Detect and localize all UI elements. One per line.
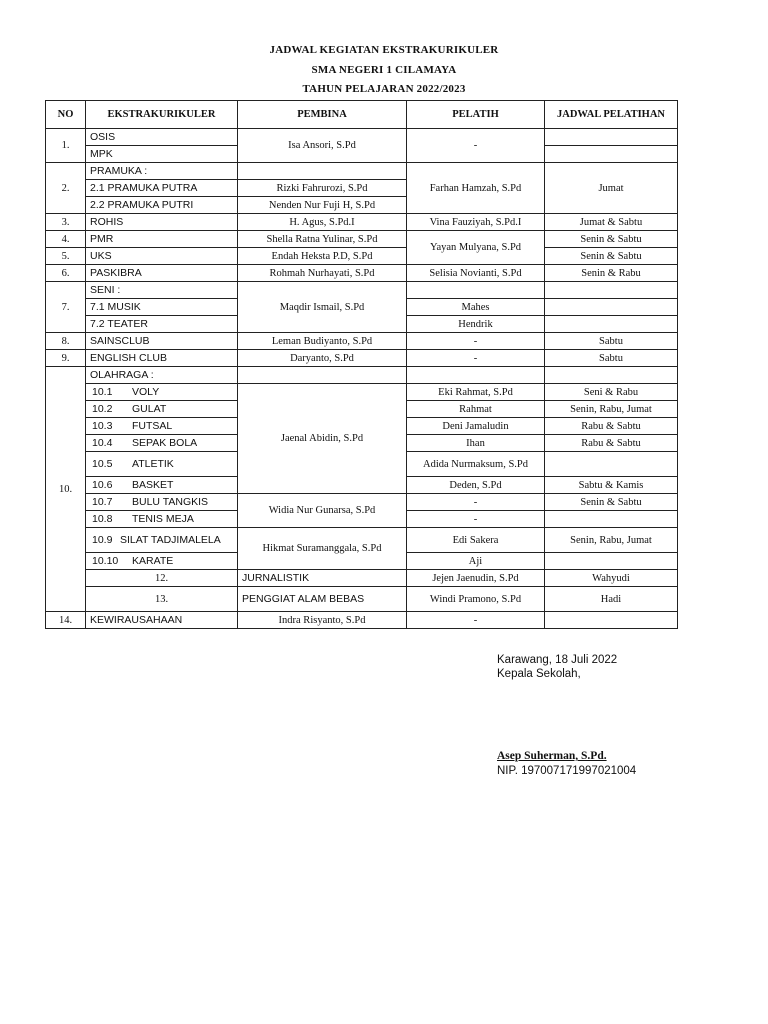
- pelatih-cell: -: [407, 612, 545, 629]
- sub-name: BULU TANGKIS: [132, 496, 209, 508]
- table-row: [46, 231, 678, 248]
- sub-number: 10.1: [92, 386, 113, 398]
- table-row: [46, 612, 678, 629]
- row-no: 8.: [46, 333, 86, 350]
- table-row: [46, 163, 678, 180]
- school-name: SMA NEGERI 1 CILAMAYA: [311, 64, 457, 76]
- jadwal-cell: [545, 452, 678, 477]
- schedule-table: [45, 100, 678, 629]
- pembina-cell: [238, 367, 407, 384]
- sub-number: 10.3: [92, 420, 113, 432]
- jadwal-cell: [545, 553, 678, 570]
- table-row: [46, 129, 678, 146]
- row-no: 6.: [46, 265, 86, 282]
- ekskul-name: MPK: [86, 146, 238, 163]
- pelatih-cell: -: [407, 129, 545, 163]
- pelatih-cell: [407, 367, 545, 384]
- signature-role: Kepala Sekolah,: [497, 668, 581, 680]
- col-ekskul: EKSTRAKURIKULER: [86, 101, 238, 129]
- sub-number: 10.9: [92, 533, 113, 546]
- signature-nip: NIP. 197007171997021004: [497, 765, 637, 777]
- pelatih-cell: Rahmat: [407, 401, 545, 418]
- table-row: [46, 528, 678, 553]
- ekskul-name: [86, 511, 238, 528]
- pelatih-cell: Hendrik: [407, 316, 545, 333]
- ekskul-name: PENGGIAT ALAM BEBAS: [238, 587, 407, 612]
- jadwal-cell: [545, 367, 678, 384]
- col-no: NO: [46, 101, 86, 129]
- ekskul-name: [86, 435, 238, 452]
- ekskul-name: [86, 401, 238, 418]
- table-row: [46, 248, 678, 265]
- sub-name: FUTSAL: [132, 420, 173, 432]
- pelatih-cell: Wahyudi: [545, 570, 678, 587]
- jadwal-cell: [545, 316, 678, 333]
- sub-number: 10.6: [92, 479, 113, 491]
- ekskul-name: [86, 418, 238, 435]
- sub-number: 10.8: [92, 513, 113, 525]
- sub-name: TENIS MEJA: [132, 513, 194, 525]
- sub-number: 10.4: [92, 437, 113, 449]
- jadwal-cell: Senin, Rabu, Jumat: [545, 528, 678, 553]
- pelatih-cell: Eki Rahmat, S.Pd: [407, 384, 545, 401]
- table-row: [46, 384, 678, 401]
- ekskul-name: PASKIBRA: [86, 265, 238, 282]
- table-row: [46, 214, 678, 231]
- pembina-cell: Jaenal Abidin, S.Pd: [238, 384, 407, 494]
- pelatih-cell: Hadi: [545, 587, 678, 612]
- jadwal-cell: Senin & Sabtu: [545, 494, 678, 511]
- jadwal-cell: Rabu & Sabtu: [545, 418, 678, 435]
- jadwal-cell: Jumat & Sabtu: [545, 214, 678, 231]
- row-no: 12.: [86, 570, 238, 587]
- ekskul-name: SAINSCLUB: [86, 333, 238, 350]
- table-row: [46, 367, 678, 384]
- pembina-cell: Rohmah Nurhayati, S.Pd: [238, 265, 407, 282]
- jadwal-cell: [545, 129, 678, 146]
- jadwal-cell: [545, 299, 678, 316]
- ekskul-name: [86, 528, 238, 553]
- ekskul-name: OSIS: [86, 129, 238, 146]
- ekskul-group: PRAMUKA :: [86, 163, 238, 180]
- pembina-cell: Hikmat Suramanggala, S.Pd: [238, 528, 407, 570]
- signature-name: Asep Suherman, S.Pd.: [497, 750, 607, 762]
- table-row: [46, 350, 678, 367]
- row-no: 13.: [86, 587, 238, 612]
- jadwal-cell: Senin & Sabtu: [545, 248, 678, 265]
- row-no: 9.: [46, 350, 86, 367]
- col-pembina: PEMBINA: [238, 101, 407, 129]
- table-row: [46, 265, 678, 282]
- pelatih-cell: Vina Fauziyah, S.Pd.I: [407, 214, 545, 231]
- pelatih-cell: Aji: [407, 553, 545, 570]
- jadwal-cell: [545, 282, 678, 299]
- jadwal-cell: Seni & Rabu: [545, 384, 678, 401]
- jadwal-cell: Sabtu: [545, 350, 678, 367]
- ekskul-name: 2.1 PRAMUKA PUTRA: [86, 180, 238, 197]
- pelatih-cell: -: [407, 333, 545, 350]
- ekskul-name: ROHIS: [86, 214, 238, 231]
- col-pelatih: PELATIH: [407, 101, 545, 129]
- table-row: [46, 570, 678, 587]
- signature-place-date: Karawang, 18 Juli 2022: [497, 654, 618, 666]
- ekskul-group: OLAHRAGA :: [86, 367, 238, 384]
- col-jadwal: JADWAL PELATIHAN: [545, 101, 678, 129]
- pelatih-cell: -: [407, 350, 545, 367]
- pelatih-cell: -: [407, 494, 545, 511]
- sub-name: BASKET: [132, 479, 174, 491]
- sub-number: 10.10: [92, 555, 119, 567]
- pembina-cell: [238, 163, 407, 180]
- ekskul-name: UKS: [86, 248, 238, 265]
- row-no: 7.: [46, 282, 86, 333]
- table-row: [46, 333, 678, 350]
- pelatih-cell: Deden, S.Pd: [407, 477, 545, 494]
- jadwal-cell: Rabu & Sabtu: [545, 435, 678, 452]
- pembina-cell: Leman Budiyanto, S.Pd: [238, 333, 407, 350]
- pembina-cell: Widia Nur Gunarsa, S.Pd: [238, 494, 407, 528]
- pembina-cell: Rizki Fahrurozi, S.Pd: [238, 180, 407, 197]
- jadwal-cell: [545, 146, 678, 163]
- ekskul-name: PMR: [86, 231, 238, 248]
- jadwal-cell: Sabtu & Kamis: [545, 477, 678, 494]
- pembina-cell: Indra Risyanto, S.Pd: [238, 612, 407, 629]
- row-no: 5.: [46, 248, 86, 265]
- table-row: [46, 282, 678, 299]
- row-no: 3.: [46, 214, 86, 231]
- row-no: 4.: [46, 231, 86, 248]
- pembina-cell: Daryanto, S.Pd: [238, 350, 407, 367]
- document-title: JADWAL KEGIATAN EKSTRAKURIKULER: [269, 44, 499, 56]
- sub-number: 10.2: [92, 403, 113, 415]
- row-no: 14.: [46, 612, 86, 629]
- ekskul-name: [86, 553, 238, 570]
- sub-number: 10.7: [92, 496, 113, 508]
- sub-name: GULAT: [132, 403, 167, 415]
- jadwal-cell: Senin & Sabtu: [545, 231, 678, 248]
- ekskul-name: 7.1 MUSIK: [86, 299, 238, 316]
- pelatih-cell: Adida Nurmaksum, S.Pd: [407, 452, 545, 477]
- ekskul-name: ENGLISH CLUB: [86, 350, 238, 367]
- row-no: 2.: [46, 163, 86, 214]
- ekskul-name: [86, 384, 238, 401]
- jadwal-cell: Jumat: [545, 163, 678, 214]
- ekskul-name: JURNALISTIK: [238, 570, 407, 587]
- pembina-cell: Shella Ratna Yulinar, S.Pd: [238, 231, 407, 248]
- jadwal-cell: Senin & Rabu: [545, 265, 678, 282]
- row-no: 10.: [46, 367, 86, 612]
- sub-number: 10.5: [92, 458, 113, 470]
- pelatih-cell: [407, 282, 545, 299]
- jadwal-cell: [545, 612, 678, 629]
- pembina-cell: Isa Ansori, S.Pd: [238, 129, 407, 163]
- pembina-cell: Endah Heksta P.D, S.Pd: [238, 248, 407, 265]
- pembina-cell: Jejen Jaenudin, S.Pd: [407, 570, 545, 587]
- pelatih-cell: Yayan Mulyana, S.Pd: [407, 231, 545, 265]
- pelatih-cell: Mahes: [407, 299, 545, 316]
- academic-year: TAHUN PELAJARAN 2022/2023: [302, 83, 466, 95]
- pelatih-cell: Deni Jamaludin: [407, 418, 545, 435]
- pelatih-cell: Edi Sakera: [407, 528, 545, 553]
- pelatih-cell: Farhan Hamzah, S.Pd: [407, 163, 545, 214]
- table-row: [46, 494, 678, 511]
- pelatih-cell: -: [407, 511, 545, 528]
- row-no: 1.: [46, 129, 86, 163]
- pelatih-cell: Ihan: [407, 435, 545, 452]
- jadwal-cell: Sabtu: [545, 333, 678, 350]
- ekskul-name: [86, 452, 238, 477]
- sub-name: VOLY: [132, 386, 160, 398]
- jadwal-cell: Senin, Rabu, Jumat: [545, 401, 678, 418]
- ekskul-name: 2.2 PRAMUKA PUTRI: [86, 197, 238, 214]
- ekskul-name: KEWIRAUSAHAAN: [86, 612, 238, 629]
- ekskul-name: [86, 477, 238, 494]
- ekskul-group: SENI :: [86, 282, 238, 299]
- sub-name: KARATE: [132, 555, 174, 567]
- jadwal-cell: [545, 511, 678, 528]
- pembina-cell: Nenden Nur Fuji H, S.Pd: [238, 197, 407, 214]
- pembina-cell: Windi Pramono, S.Pd: [407, 587, 545, 612]
- ekskul-name: 7.2 TEATER: [86, 316, 238, 333]
- pelatih-cell: Selisia Novianti, S.Pd: [407, 265, 545, 282]
- table-row: [46, 587, 678, 612]
- sub-name: SEPAK BOLA: [132, 437, 198, 449]
- pembina-cell: Maqdir Ismail, S.Pd: [238, 282, 407, 333]
- sub-name: SILAT TADJIMALELA: [120, 533, 221, 546]
- pembina-cell: H. Agus, S.Pd.I: [238, 214, 407, 231]
- ekskul-name: [86, 494, 238, 511]
- header-row: [46, 101, 678, 129]
- sub-name: ATLETIK: [132, 458, 174, 470]
